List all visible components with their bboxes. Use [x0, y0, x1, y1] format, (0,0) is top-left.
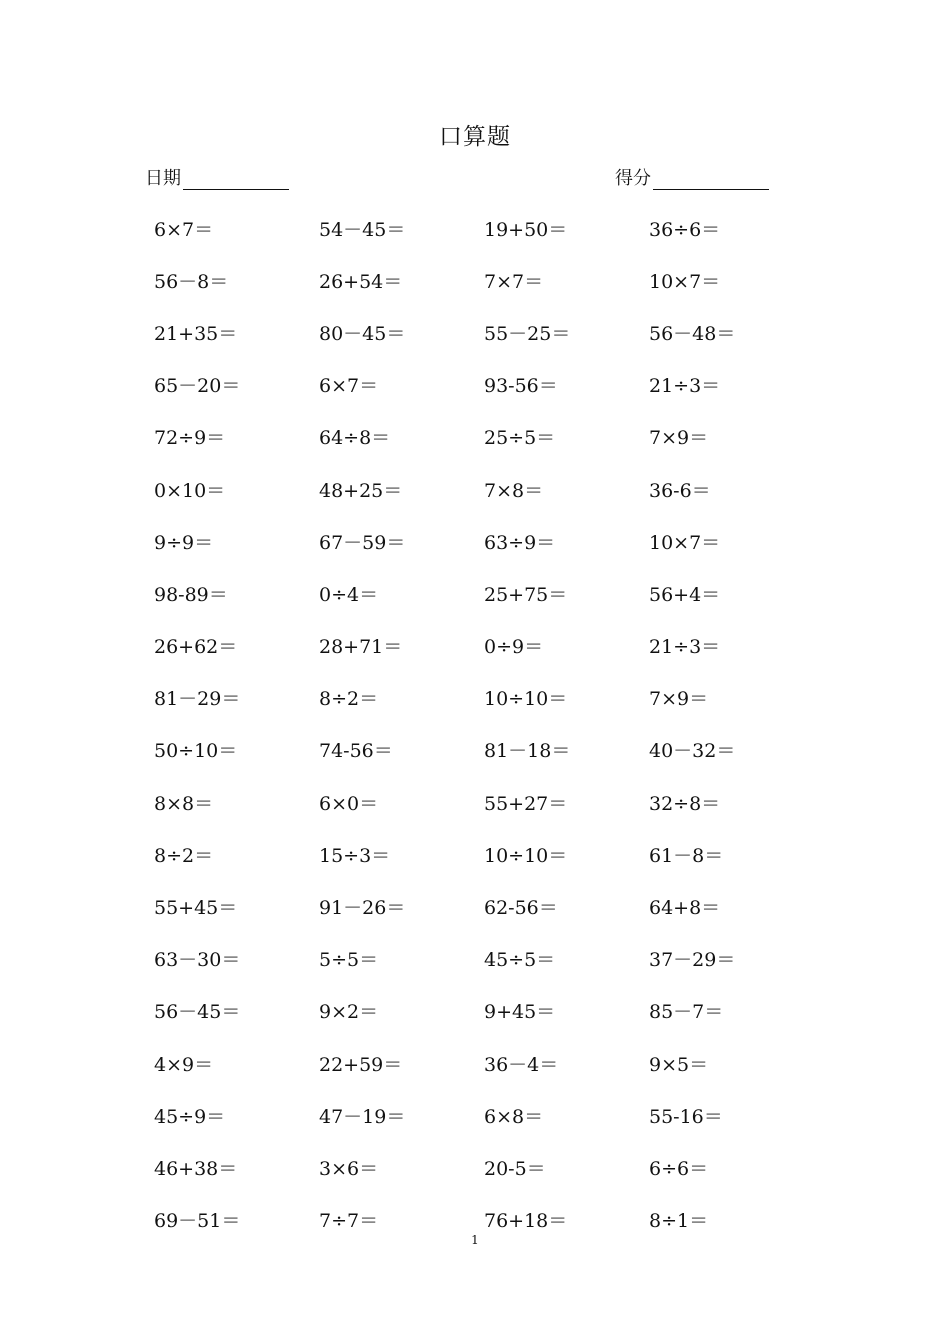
arithmetic-problem: 80－45＝ — [319, 322, 406, 345]
arithmetic-problem: 56+4＝ — [649, 583, 721, 606]
arithmetic-problem: 91－26＝ — [319, 897, 406, 920]
arithmetic-problem: 55+27＝ — [484, 792, 568, 815]
problem-row — [154, 1037, 814, 1089]
arithmetic-problem: 21+35＝ — [154, 322, 238, 345]
date-blank-line[interactable] — [183, 169, 289, 190]
problem-row — [154, 1089, 814, 1141]
page-number: 1 — [471, 1233, 479, 1247]
arithmetic-problem: 26+54＝ — [319, 270, 403, 293]
arithmetic-problem: 6×0＝ — [319, 792, 379, 815]
problem-row — [154, 880, 814, 932]
arithmetic-problem: 20-5＝ — [484, 1157, 546, 1180]
arithmetic-problem: 4×9＝ — [154, 1053, 214, 1076]
arithmetic-problem: 63÷9＝ — [484, 531, 556, 554]
problem-row — [154, 411, 814, 463]
arithmetic-problem: 19+50＝ — [484, 218, 568, 241]
arithmetic-problem: 65－20＝ — [154, 375, 241, 398]
arithmetic-problem: 76+18＝ — [484, 1210, 568, 1233]
arithmetic-problem: 26+62＝ — [154, 636, 238, 659]
arithmetic-problem: 6×7＝ — [154, 218, 214, 241]
arithmetic-problem: 81－29＝ — [154, 688, 241, 711]
arithmetic-problem: 7÷7＝ — [319, 1210, 379, 1233]
arithmetic-problem: 9+45＝ — [484, 1001, 556, 1024]
problem-row — [154, 202, 814, 254]
arithmetic-problem: 3×6＝ — [319, 1157, 379, 1180]
arithmetic-problem: 36÷6＝ — [649, 218, 721, 241]
arithmetic-problem: 74-56＝ — [319, 740, 393, 763]
arithmetic-problem: 37－29＝ — [649, 949, 736, 972]
arithmetic-problem: 8÷1＝ — [649, 1210, 709, 1233]
score-blank-line[interactable] — [653, 169, 769, 190]
arithmetic-problem: 9÷9＝ — [154, 531, 214, 554]
score-field — [615, 164, 769, 190]
arithmetic-problem: 47－19＝ — [319, 1105, 406, 1128]
problem-row — [154, 933, 814, 985]
arithmetic-problem: 10÷10＝ — [484, 844, 568, 867]
problem-row — [154, 515, 814, 567]
problem-row — [154, 463, 814, 515]
arithmetic-problem: 10×7＝ — [649, 531, 721, 554]
arithmetic-problem: 40－32＝ — [649, 740, 736, 763]
arithmetic-problem: 6×8＝ — [484, 1105, 544, 1128]
arithmetic-problem: 25+75＝ — [484, 583, 568, 606]
arithmetic-problem: 21÷3＝ — [649, 375, 721, 398]
problem-row — [154, 828, 814, 880]
arithmetic-problem: 22+59＝ — [319, 1053, 403, 1076]
arithmetic-problem: 10×7＝ — [649, 270, 721, 293]
arithmetic-problem: 32÷8＝ — [649, 792, 721, 815]
arithmetic-problem: 9×5＝ — [649, 1053, 709, 1076]
arithmetic-problem: 5÷5＝ — [319, 949, 379, 972]
arithmetic-problem: 21÷3＝ — [649, 636, 721, 659]
arithmetic-problem: 45÷5＝ — [484, 949, 556, 972]
score-label: 得分 — [615, 168, 651, 189]
arithmetic-problem: 62-56＝ — [484, 897, 558, 920]
arithmetic-problem: 10÷10＝ — [484, 688, 568, 711]
arithmetic-problem: 56－8＝ — [154, 270, 229, 293]
problem-row — [154, 985, 814, 1037]
problem-row — [154, 1141, 814, 1193]
arithmetic-problem: 7×7＝ — [484, 270, 544, 293]
arithmetic-problem: 36-6＝ — [649, 479, 711, 502]
arithmetic-problem: 48+25＝ — [319, 479, 403, 502]
arithmetic-problem: 98-89＝ — [154, 583, 228, 606]
arithmetic-problem: 56－48＝ — [649, 322, 736, 345]
arithmetic-problem: 81－18＝ — [484, 740, 571, 763]
arithmetic-problem: 93-56＝ — [484, 375, 558, 398]
arithmetic-problem: 25÷5＝ — [484, 427, 556, 450]
problem-grid — [154, 202, 814, 1246]
problem-row — [154, 306, 814, 358]
arithmetic-problem: 50÷10＝ — [154, 740, 238, 763]
arithmetic-problem: 9×2＝ — [319, 1001, 379, 1024]
arithmetic-problem: 6÷6＝ — [649, 1157, 709, 1180]
arithmetic-problem: 7×9＝ — [649, 688, 709, 711]
arithmetic-problem: 61－8＝ — [649, 844, 724, 867]
problem-row — [154, 672, 814, 724]
arithmetic-problem: 7×9＝ — [649, 427, 709, 450]
date-label: 日期 — [145, 168, 181, 189]
arithmetic-problem: 8×8＝ — [154, 792, 214, 815]
problem-row — [154, 359, 814, 411]
arithmetic-problem: 56－45＝ — [154, 1001, 241, 1024]
arithmetic-problem: 8÷2＝ — [154, 844, 214, 867]
arithmetic-problem: 8÷2＝ — [319, 688, 379, 711]
date-field — [145, 164, 289, 190]
problem-row — [154, 254, 814, 306]
problem-row — [154, 620, 814, 672]
page-title: 口算题 — [439, 124, 511, 150]
problem-row — [154, 724, 814, 776]
arithmetic-problem: 6×7＝ — [319, 375, 379, 398]
arithmetic-problem: 69－51＝ — [154, 1210, 241, 1233]
problem-row — [154, 776, 814, 828]
arithmetic-problem: 0÷9＝ — [484, 636, 544, 659]
arithmetic-problem: 63－30＝ — [154, 949, 241, 972]
arithmetic-problem: 64÷8＝ — [319, 427, 391, 450]
arithmetic-problem: 7×8＝ — [484, 479, 544, 502]
arithmetic-problem: 46+38＝ — [154, 1157, 238, 1180]
problem-row — [154, 567, 814, 619]
arithmetic-problem: 0÷4＝ — [319, 583, 379, 606]
arithmetic-problem: 67－59＝ — [319, 531, 406, 554]
arithmetic-problem: 36－4＝ — [484, 1053, 559, 1076]
arithmetic-problem: 55－25＝ — [484, 322, 571, 345]
arithmetic-problem: 64+8＝ — [649, 897, 721, 920]
arithmetic-problem: 45÷9＝ — [154, 1105, 226, 1128]
arithmetic-problem: 28+71＝ — [319, 636, 403, 659]
arithmetic-problem: 54－45＝ — [319, 218, 406, 241]
arithmetic-problem: 0×10＝ — [154, 479, 226, 502]
arithmetic-problem: 55+45＝ — [154, 897, 238, 920]
arithmetic-problem: 85－7＝ — [649, 1001, 724, 1024]
arithmetic-problem: 72÷9＝ — [154, 427, 226, 450]
arithmetic-problem: 15÷3＝ — [319, 844, 391, 867]
arithmetic-problem: 55-16＝ — [649, 1105, 723, 1128]
